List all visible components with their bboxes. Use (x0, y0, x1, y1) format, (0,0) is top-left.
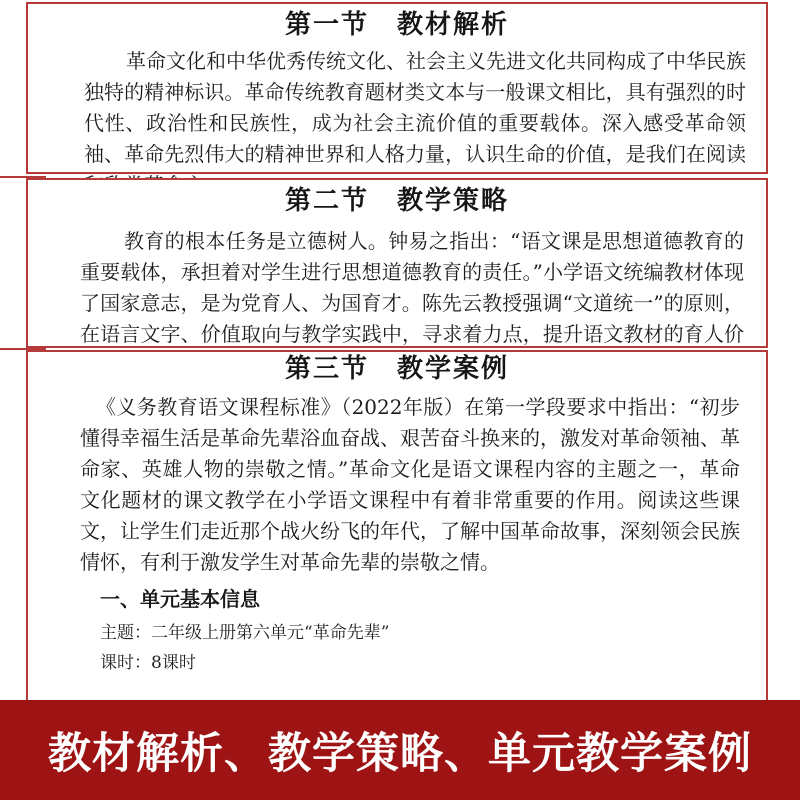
section-teaching-case (26, 350, 768, 702)
section-textbook-analysis (26, 2, 768, 174)
section-paragraph: 《义务教育语文课程标准》（2022年版）在第一学段要求中指出：“初步懂得幸福生活是革命先辈浴血奋战、艰苦奋斗换来的，激发对革命领袖、革命家、英雄人物的崇敬之情。”革命文化是语文课程内容的主题之一，革命文化题材的课文教学在小学语文课程中有着非常重要的作用。阅读这些课文，让学生们走近那个战火纷飞的年代，了解中国革命故事，深刻领会民族情怀，有利于激发学生对革命先辈的崇敬之情。 (80, 395, 740, 574)
section-paragraph: 革命文化和中华优秀传统文化、社会主义先进文化共同构成了中华民族独特的精神标识。革命传统教育题材类文本与一般课文相比，具有强烈的时代性、政治性和民族性，成为社会主流价值的重要载体。深入感受革命领袖、革命先烈伟大的精神世界和人格力量，认识生命的价值，是我们在阅读 (84, 49, 746, 166)
section-teaching-strategy (26, 178, 768, 348)
unit-info-heading: 一、单元基本信息 (100, 587, 260, 611)
unit-hours: 课时：8课时 (100, 653, 196, 673)
banner-text: 教材解析、教学策略、单元教学案例 (48, 728, 752, 779)
unit-topic: 主题：二年级上册第六单元“革命先辈” (100, 623, 390, 643)
promo-banner (0, 700, 800, 800)
section-title: 第一节 教材解析 (284, 10, 509, 40)
section-title: 第三节 教学案例 (284, 354, 509, 384)
section-title: 第二节 教学策略 (284, 186, 509, 216)
section-paragraph: 教育的根本任务是立德树人。钟易之指出：“语文课是思想道德教育的重要载体，承担着对学生进行思想道德教育的责任。”小学语文统编教材体现了国家意志，是为党育人、为国育才。陈先云教授强调“文道统一”的原则，在语言文字、价值取向与教学实践中，寻求着力点，提升语文教材的育人价 (80, 229, 744, 346)
